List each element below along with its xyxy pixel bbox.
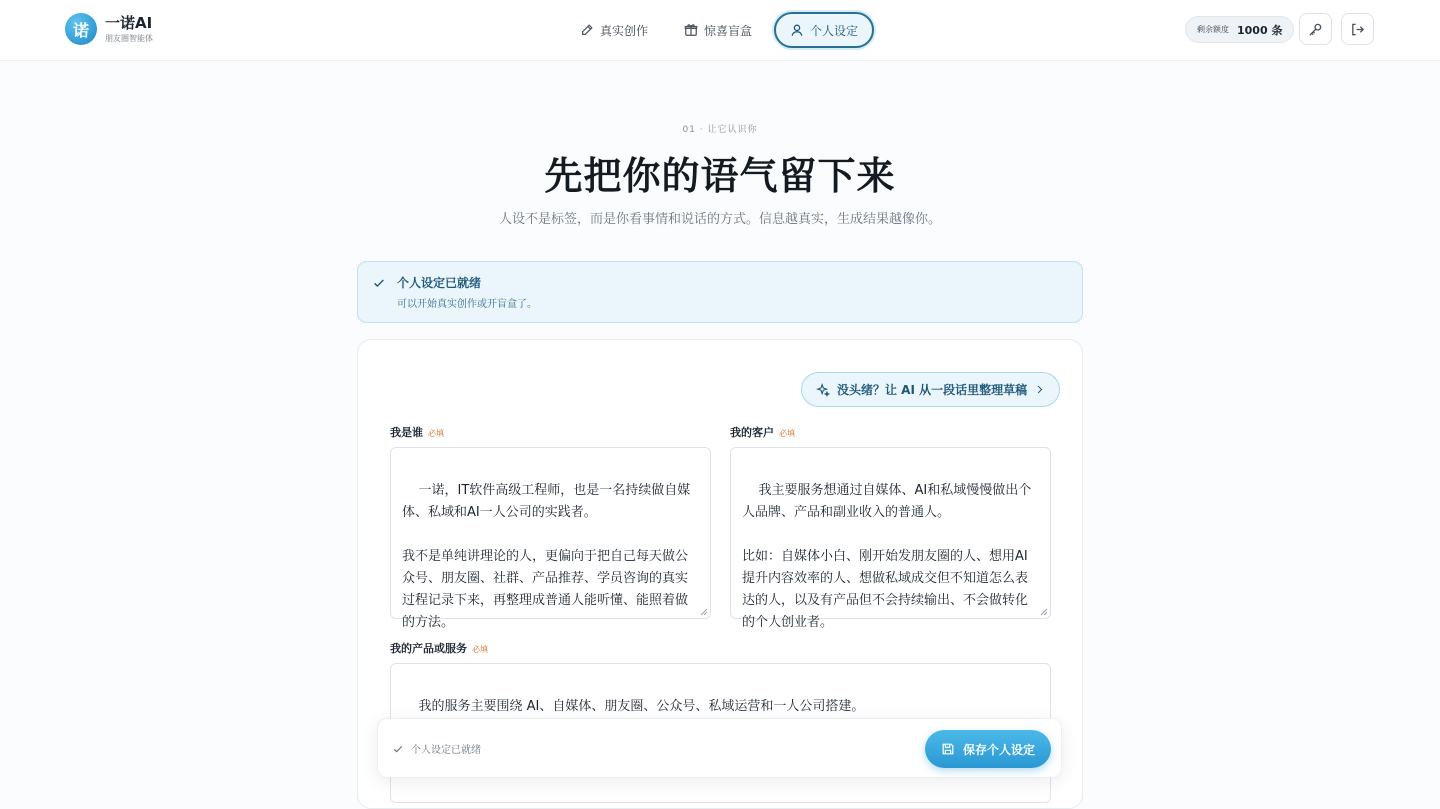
my-customers-textarea[interactable]: 我主要服务想通过自媒体、AI和私域慢慢做出个人品牌、产品和副业收入的普通人。 比如：自媒体小白、刚开始发朋友圈的人、想用AI提升内容效率的人、想做私域成交但不知道怎么表达的人，以及有产品但不会持续输出、不会做转化的个人创业者。 [730, 447, 1051, 619]
save-status [392, 741, 481, 756]
quota-value: 1000 条 [1237, 23, 1283, 37]
required-tag: 必填 [472, 645, 488, 654]
save-status-text: 个人设定已就绪 [411, 745, 481, 756]
page-subtitle: 人设不是标签，而是你看事情和说话的方式。信息越真实，生成结果越像你。 [498, 212, 941, 227]
save-button-label: 保存个人设定 [963, 742, 1036, 757]
my-products-textarea[interactable]: 我的服务主要围绕 AI、自媒体、朋友圈、公众号、私域运营和一人公司搭建。 [390, 663, 1051, 803]
gift-icon [684, 23, 698, 37]
my-products-label: 我的产品或服务 必填 [390, 642, 488, 655]
quota-label: 剩余额度 [1197, 25, 1229, 34]
save-icon [941, 742, 955, 756]
save-bar [377, 718, 1062, 778]
ai-draft-label: 没头绪？让 AI 从一段话里整理草稿 [837, 383, 1028, 397]
logout-button[interactable] [1341, 13, 1374, 45]
check-icon [372, 276, 386, 290]
top-header [0, 0, 1440, 61]
nav-tab-label: 惊喜盲盒 [703, 23, 752, 38]
key-icon [1308, 22, 1323, 37]
sparkle-icon [816, 383, 830, 397]
ai-draft-button[interactable] [801, 372, 1060, 407]
check-icon [392, 743, 404, 755]
nav-tab-label: 真实创作 [599, 23, 648, 38]
page-title: 先把你的语气留下来 [544, 154, 896, 198]
step-eyebrow: 01 · 让它认识你 [682, 125, 758, 135]
required-tag: 必填 [428, 429, 444, 438]
banner-title: 个人设定已就绪 [397, 276, 482, 290]
user-icon [790, 23, 804, 37]
quota-badge [1185, 16, 1294, 43]
brand-title: 一诺AI [105, 13, 153, 32]
status-banner [357, 261, 1083, 323]
logout-icon [1350, 22, 1365, 37]
brand-logo[interactable] [65, 13, 153, 45]
api-key-button[interactable] [1299, 13, 1332, 45]
resize-handle-icon[interactable] [1040, 608, 1048, 616]
nav-tab-label: 个人设定 [810, 23, 859, 38]
nav-tab-profile[interactable] [774, 12, 874, 48]
required-tag: 必填 [779, 429, 795, 438]
nav-tab-create[interactable] [566, 12, 662, 48]
my-customers-label: 我的客户 必填 [730, 426, 795, 439]
save-profile-button[interactable] [925, 730, 1051, 768]
chevron-right-icon [1034, 384, 1045, 395]
brand-subtitle: 朋友圈智能体 [105, 33, 153, 43]
who-am-i-label: 我是谁 必填 [390, 426, 444, 439]
pen-icon [580, 23, 594, 37]
who-am-i-textarea[interactable]: 一诺，IT软件高级工程师，也是一名持续做自媒体、私域和AI一人公司的实践者。 我不是单纯讲理论的人，更偏向于把自己每天做公众号、朋友圈、社群、产品推荐、学员咨询的真实过程记录下来，再整理成普通人能听懂、能照着做的方法。 [390, 447, 711, 619]
logo-mark: 诺 [65, 13, 97, 45]
banner-description: 可以开始真实创作或开盲盒了。 [397, 299, 537, 310]
nav-tab-blindbox[interactable] [670, 12, 766, 48]
resize-handle-icon[interactable] [700, 608, 708, 616]
